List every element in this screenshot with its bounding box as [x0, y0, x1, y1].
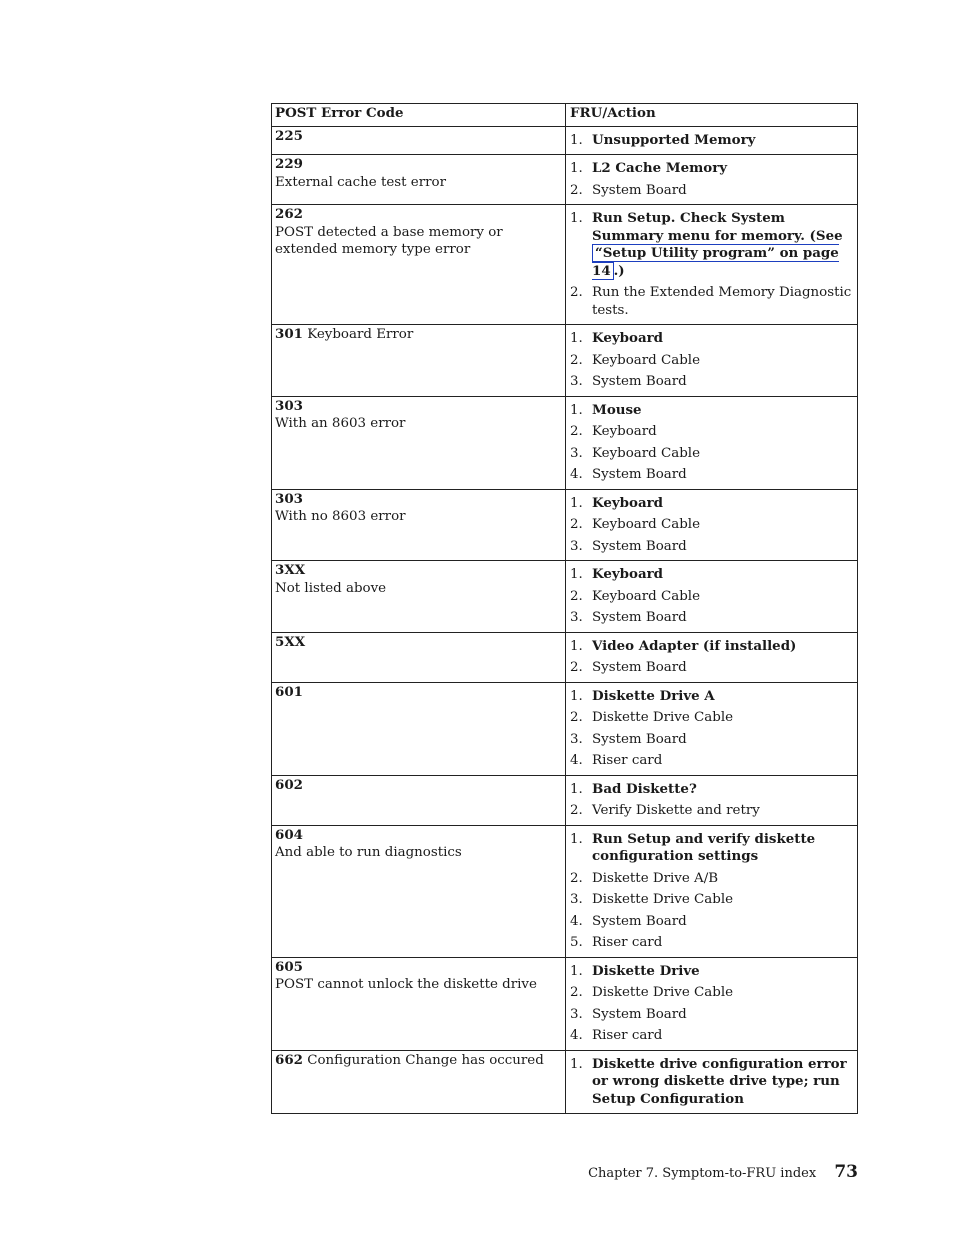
action-number: 2.	[570, 285, 583, 300]
action-text: System Board	[592, 913, 687, 929]
action-number: 3.	[570, 731, 583, 747]
fru-action-cell	[566, 396, 858, 489]
action-number: 1.	[570, 638, 583, 654]
action-item	[570, 182, 853, 200]
action-number: 3.	[570, 892, 583, 907]
error-code: 605	[275, 958, 303, 975]
error-code-cell	[272, 126, 566, 155]
action-item	[570, 934, 853, 952]
action-number: 2.	[570, 182, 583, 198]
action-text: Keyboard	[592, 330, 664, 346]
action-item	[570, 609, 853, 627]
error-description: And able to run diagnostics	[275, 845, 462, 860]
table-body	[272, 126, 858, 1114]
action-number: 2.	[570, 517, 583, 532]
action-text-after: .)	[613, 262, 625, 279]
action-item	[570, 160, 853, 178]
action-item	[570, 831, 853, 866]
error-code: 604	[275, 826, 303, 843]
action-number: 3.	[570, 445, 583, 461]
error-code-cell	[272, 155, 566, 205]
action-number: 2.	[570, 710, 583, 725]
action-text: System Board	[592, 1006, 687, 1022]
action-number: 1.	[570, 495, 583, 511]
column-header-fru-action: FRU/Action	[566, 104, 858, 127]
action-item	[570, 132, 853, 150]
action-list	[570, 210, 853, 319]
action-text	[592, 210, 843, 280]
action-number: 1.	[570, 688, 583, 704]
action-text: Keyboard Cable	[592, 517, 700, 532]
chapter-title: Chapter 7. Symptom-to-FRU index	[588, 1166, 817, 1181]
table-row	[272, 155, 858, 205]
fru-action-cell	[566, 1050, 858, 1114]
action-list	[570, 781, 853, 820]
action-text: System Board	[592, 660, 687, 675]
error-code: 262	[275, 206, 303, 222]
table-row	[272, 325, 858, 397]
action-text: Diskette Drive Cable	[592, 710, 734, 725]
action-list	[570, 402, 853, 484]
error-description: With an 8603 error	[275, 416, 406, 431]
action-number: 5.	[570, 935, 583, 950]
post-error-table	[271, 103, 858, 1114]
error-code-cell	[272, 682, 566, 775]
action-text: Keyboard	[592, 566, 664, 582]
action-item	[570, 466, 853, 484]
action-number: 4.	[570, 467, 583, 482]
setup-utility-link[interactable]: “Setup Utility program” on page 14	[592, 245, 839, 279]
table-row	[272, 825, 858, 957]
error-code-cell	[272, 957, 566, 1050]
fru-action-cell	[566, 682, 858, 775]
action-item	[570, 516, 853, 534]
action-item	[570, 781, 853, 799]
fru-action-cell	[566, 205, 858, 325]
action-list	[570, 566, 853, 627]
error-description: With no 8603 error	[275, 509, 406, 524]
error-code-cell	[272, 396, 566, 489]
action-text: Bad Diskette?	[592, 780, 697, 797]
action-text: Keyboard Cable	[592, 352, 700, 368]
action-text: Run Setup and verify diskette configuration settings	[592, 830, 816, 864]
action-number: 1.	[570, 831, 583, 847]
action-list	[570, 330, 853, 391]
action-number: 1.	[570, 1056, 583, 1072]
table-row	[272, 126, 858, 155]
table-row	[272, 396, 858, 489]
action-text: Diskette Drive Cable	[592, 985, 734, 1000]
error-code: 5XX	[275, 633, 306, 650]
fru-action-cell	[566, 126, 858, 155]
fru-action-cell	[566, 957, 858, 1050]
action-number: 1.	[570, 781, 583, 797]
error-code-cell	[272, 205, 566, 325]
action-item	[570, 731, 853, 749]
table-row	[272, 1050, 858, 1114]
error-code: 3XX	[275, 562, 306, 578]
error-description: Keyboard Error	[302, 327, 414, 342]
table-header-row	[272, 104, 858, 127]
action-item	[570, 210, 853, 280]
action-item	[570, 1006, 853, 1024]
error-code: 662	[275, 1051, 303, 1068]
fru-action-cell	[566, 561, 858, 633]
table-row	[272, 682, 858, 775]
action-item	[570, 1056, 853, 1109]
action-text: Diskette Drive Cable	[592, 892, 734, 907]
error-code-cell	[272, 825, 566, 957]
action-text: Unsupported Memory	[592, 131, 756, 148]
action-text: Keyboard	[592, 424, 657, 439]
action-item	[570, 802, 853, 820]
action-text: Keyboard Cable	[592, 588, 700, 604]
action-item	[570, 891, 853, 909]
table-row	[272, 489, 858, 561]
action-number: 1.	[570, 402, 583, 418]
action-item	[570, 1027, 853, 1045]
action-item	[570, 566, 853, 584]
action-text: Diskette Drive	[592, 962, 700, 979]
error-code-cell	[272, 561, 566, 633]
action-text: System Board	[592, 731, 687, 747]
action-number: 3.	[570, 610, 583, 625]
action-number: 1.	[570, 567, 583, 582]
action-item	[570, 870, 853, 888]
action-item	[570, 984, 853, 1002]
table-row	[272, 775, 858, 825]
action-text-before: Run Setup. Check System Summary menu for memory. (See	[592, 210, 843, 244]
fru-action-cell	[566, 825, 858, 957]
action-list	[570, 831, 853, 952]
action-number: 3.	[570, 538, 583, 554]
action-number: 1.	[570, 331, 583, 346]
action-text: Riser card	[592, 753, 663, 768]
action-number: 2.	[570, 985, 583, 1000]
action-item	[570, 588, 853, 606]
action-text: Diskette Drive A/B	[592, 870, 719, 886]
error-code: 229	[275, 156, 303, 172]
action-list	[570, 1056, 853, 1109]
action-item	[570, 963, 853, 981]
action-item	[570, 402, 853, 420]
error-code: 225	[275, 127, 303, 144]
action-text: System Board	[592, 467, 687, 482]
fru-action-cell	[566, 489, 858, 561]
error-code: 303	[275, 397, 303, 414]
action-text: Diskette Drive A	[592, 687, 715, 704]
action-number: 2.	[570, 424, 583, 439]
action-number: 1.	[570, 161, 583, 176]
fru-action-cell	[566, 632, 858, 682]
action-number: 1.	[570, 211, 583, 226]
action-list	[570, 495, 853, 556]
action-text: Diskette drive configuration error or wrong diskette drive type; run Setup Configuration	[592, 1055, 847, 1107]
action-list	[570, 638, 853, 677]
action-number: 1.	[570, 132, 583, 148]
action-number: 2.	[570, 660, 583, 675]
action-number: 3.	[570, 374, 583, 389]
action-number: 4.	[570, 1028, 583, 1043]
error-description: External cache test error	[275, 174, 446, 190]
action-list	[570, 688, 853, 770]
action-number: 2.	[570, 870, 583, 886]
action-item	[570, 709, 853, 727]
error-code: 601	[275, 683, 303, 700]
action-item	[570, 445, 853, 463]
action-number: 3.	[570, 1006, 583, 1022]
action-number: 2.	[570, 352, 583, 368]
action-number: 2.	[570, 803, 583, 818]
action-text: System Board	[592, 538, 687, 554]
action-text: Riser card	[592, 1028, 663, 1043]
fru-action-cell	[566, 775, 858, 825]
action-list	[570, 160, 853, 199]
error-description: POST cannot unlock the diskette drive	[275, 977, 537, 992]
action-text: L2 Cache Memory	[592, 160, 728, 176]
action-text: System Board	[592, 374, 687, 389]
action-item	[570, 284, 853, 319]
error-code-cell	[272, 1050, 566, 1114]
table-row	[272, 957, 858, 1050]
error-description: Not listed above	[275, 580, 387, 596]
action-item	[570, 659, 853, 677]
action-text: Run the Extended Memory Diagnostic tests.	[592, 285, 852, 318]
action-number: 2.	[570, 588, 583, 604]
action-list	[570, 963, 853, 1045]
error-description: POST detected a base memory or extended memory type error	[275, 224, 503, 257]
page-number: 73	[834, 1162, 858, 1182]
action-item	[570, 913, 853, 931]
error-description: Configuration Change has occured	[302, 1052, 544, 1068]
action-item	[570, 423, 853, 441]
action-text: Keyboard Cable	[592, 445, 700, 461]
action-text: System Board	[592, 182, 687, 198]
fru-action-cell	[566, 325, 858, 397]
action-item	[570, 373, 853, 391]
error-code-cell	[272, 775, 566, 825]
action-text: Keyboard	[592, 494, 664, 511]
error-code-cell	[272, 632, 566, 682]
action-item	[570, 752, 853, 770]
table-row	[272, 561, 858, 633]
page-footer	[588, 1162, 858, 1182]
action-text: Mouse	[592, 401, 642, 418]
error-code-cell	[272, 489, 566, 561]
action-number: 4.	[570, 913, 583, 929]
action-item	[570, 688, 853, 706]
action-item	[570, 538, 853, 556]
action-item	[570, 352, 853, 370]
table-row	[272, 632, 858, 682]
action-text: Verify Diskette and retry	[592, 803, 760, 818]
action-item	[570, 495, 853, 513]
fru-action-cell	[566, 155, 858, 205]
action-number: 1.	[570, 963, 583, 979]
action-list	[570, 132, 853, 150]
error-code: 303	[275, 490, 303, 507]
error-code-cell	[272, 325, 566, 397]
error-code: 602	[275, 776, 303, 793]
action-text: System Board	[592, 610, 687, 625]
table-row	[272, 205, 858, 325]
column-header-error-code: POST Error Code	[272, 104, 566, 127]
action-text: Riser card	[592, 935, 663, 950]
error-code: 301	[275, 326, 303, 342]
action-item	[570, 638, 853, 656]
action-item	[570, 330, 853, 348]
action-number: 4.	[570, 753, 583, 768]
action-text: Video Adapter (if installed)	[592, 637, 797, 654]
